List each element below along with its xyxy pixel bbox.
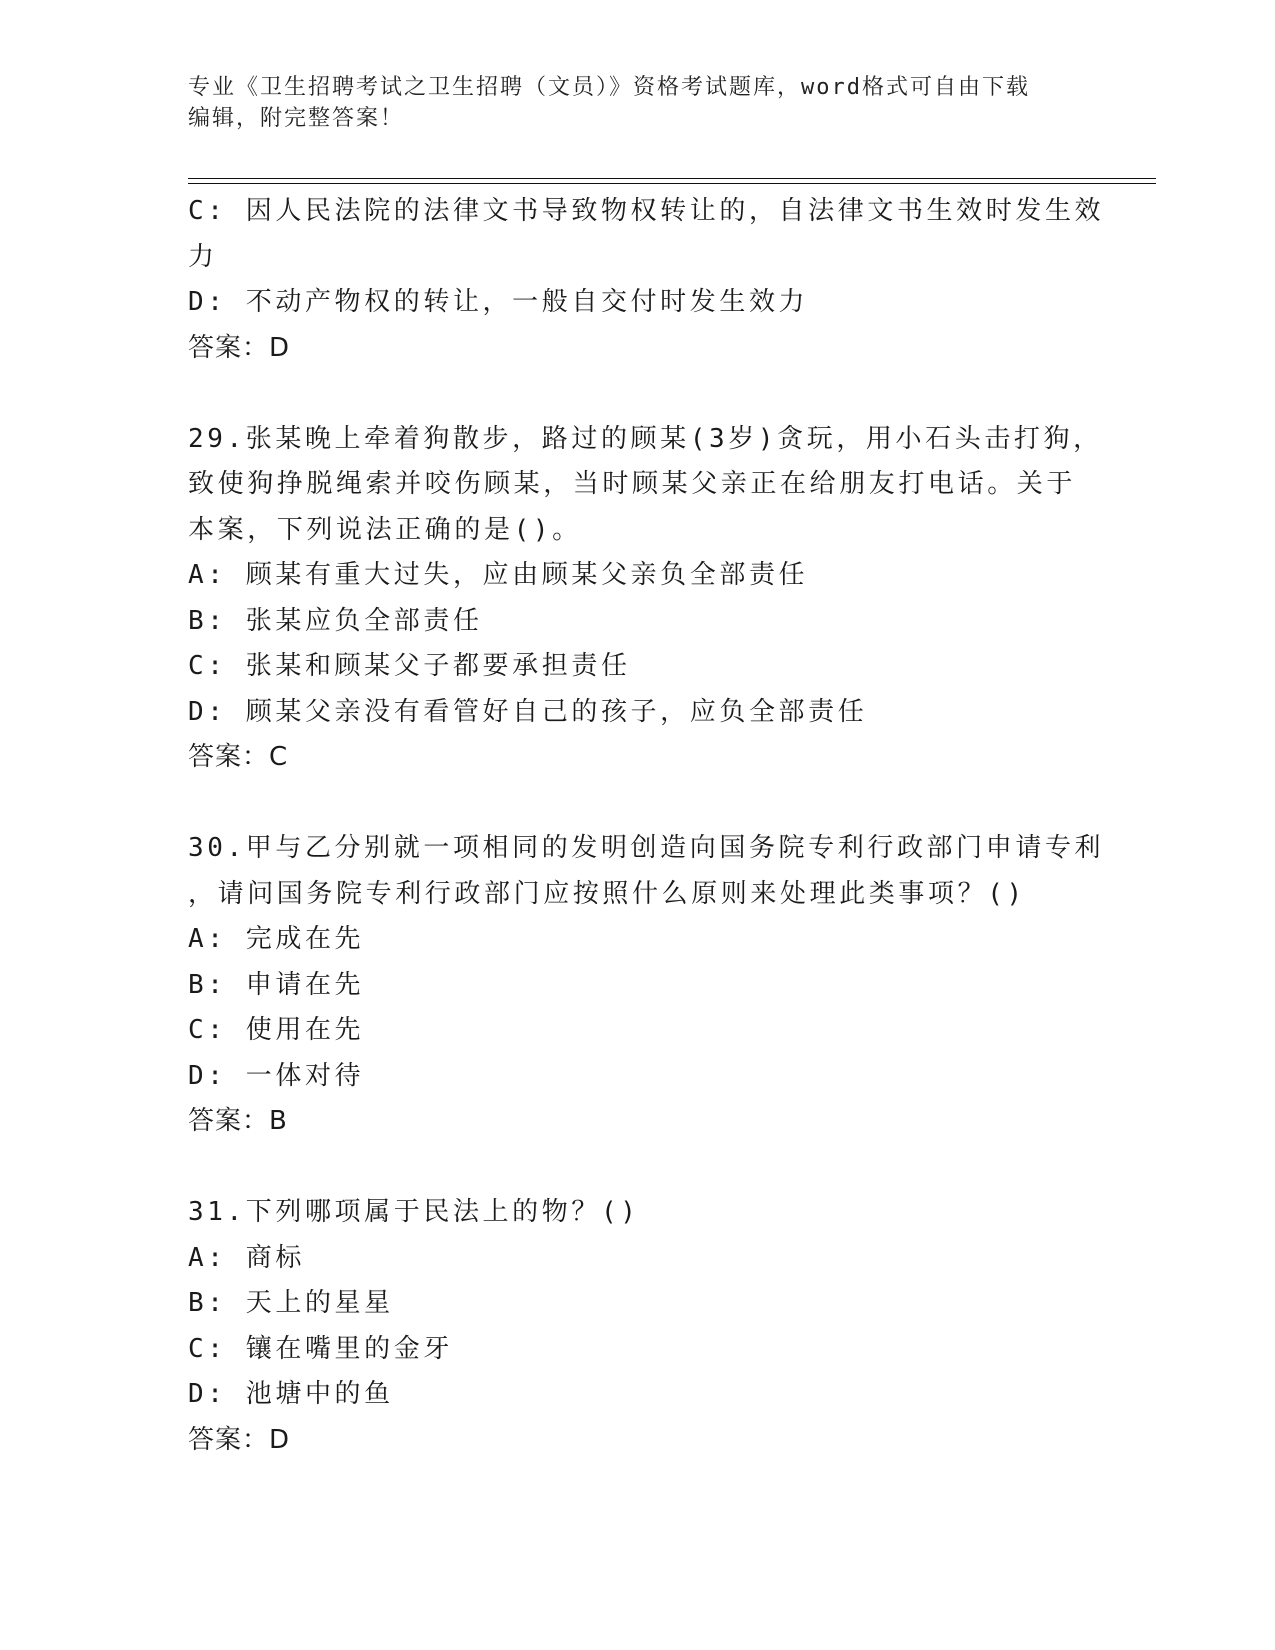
option-a: A: 商标 — [188, 1242, 305, 1273]
header-divider-top — [188, 178, 1156, 179]
question-stem: 29.张某晚上牵着狗散步，路过的顾某(3岁)贪玩，用小石头击打狗， — [188, 423, 1103, 454]
header-divider-bottom — [188, 183, 1156, 184]
header-line-1: 专业《卫生招聘考试之卫生招聘（文员）》资格考试题库，word格式可自由下载 — [188, 75, 1030, 100]
option-d: D: 池塘中的鱼 — [188, 1379, 394, 1409]
option-c: C: 张某和顾某父子都要承担责任 — [188, 651, 631, 681]
question-30 — [188, 826, 1105, 1145]
answer-label: 答案：B — [188, 1106, 288, 1136]
option-b: B: 天上的星星 — [188, 1288, 394, 1318]
spacer — [188, 781, 1088, 827]
header-line-2: 编辑，附完整答案！ — [188, 106, 405, 131]
option-b: B: 申请在先 — [188, 969, 365, 1000]
question-29 — [188, 417, 1103, 781]
option-c: C: 因人民法院的法律文书导致物权转让的，自法律文书生效时发生效 — [188, 196, 1105, 226]
question-31 — [188, 1190, 1088, 1463]
option-a: A: 完成在先 — [188, 924, 365, 954]
question-stem-continued: 致使狗挣脱绳索并咬伤顾某，当时顾某父亲正在给朋友打电话。关于 — [188, 469, 1077, 499]
option-a: A: 顾某有重大过失，应由顾某父亲负全部责任 — [188, 560, 809, 590]
spacer — [188, 371, 1088, 417]
answer-label: 答案：D — [188, 332, 291, 363]
option-c-continued: 力 — [188, 241, 218, 272]
answer-label: 答案：C — [188, 742, 289, 772]
option-c: C: 使用在先 — [188, 1015, 365, 1045]
option-d: D: 不动产物权的转让，一般自交付时发生效力 — [188, 287, 809, 317]
document-header — [188, 72, 1068, 134]
answer-label: 答案：D — [188, 1424, 291, 1455]
option-b: B: 张某应负全部责任 — [188, 605, 483, 636]
question-stem-continued: ，请问国务院专利行政部门应按照什么原则来处理此类事项？() — [188, 878, 1026, 909]
question-stem-continued: 本案，下列说法正确的是()。 — [188, 514, 582, 545]
question-content — [188, 189, 1105, 1463]
option-d: D: 顾某父亲没有看管好自己的孩子，应负全部责任 — [188, 696, 868, 727]
question-stem: 30.甲与乙分别就一项相同的发明创造向国务院专利行政部门申请专利 — [188, 833, 1105, 863]
option-d: D: 一体对待 — [188, 1060, 365, 1091]
question-28-continuation — [188, 189, 1105, 371]
spacer — [188, 1145, 1088, 1191]
option-c: C: 镶在嘴里的金牙 — [188, 1333, 453, 1364]
question-stem: 31.下列哪项属于民法上的物？() — [188, 1197, 640, 1227]
